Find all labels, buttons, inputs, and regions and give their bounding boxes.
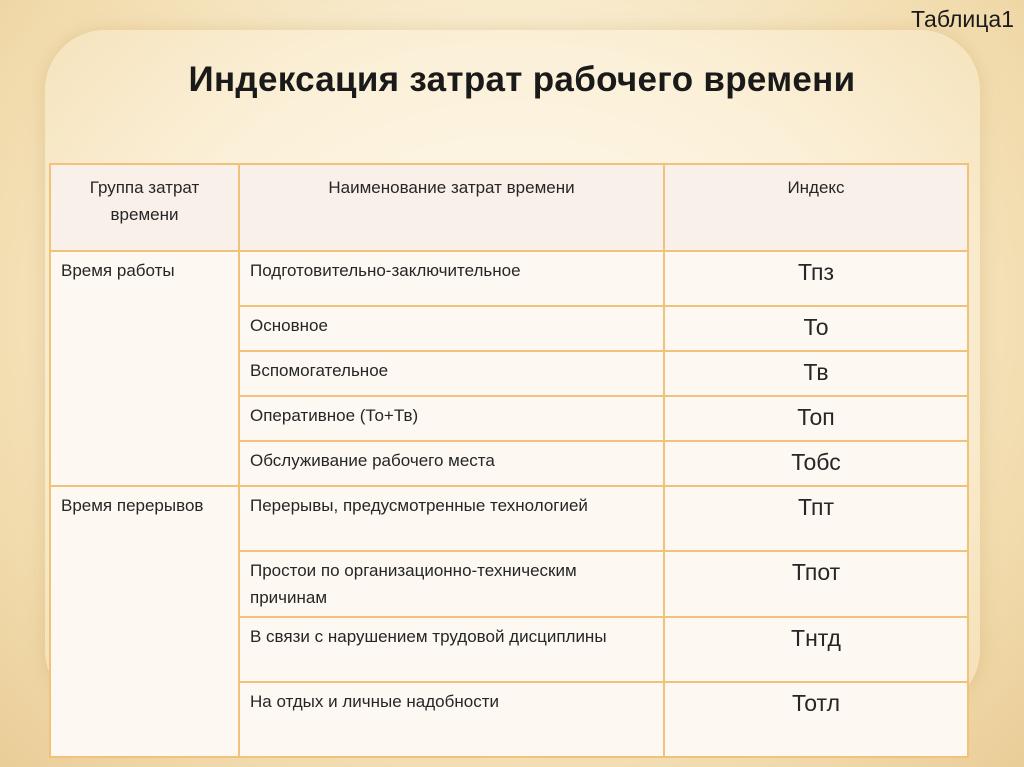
group-breaks: Время перерывов — [50, 486, 239, 757]
cost-index: Тобс — [664, 441, 968, 486]
cost-name: Оперативное (То+Тв) — [239, 396, 664, 441]
table-label: Таблица1 — [911, 6, 1014, 32]
cost-index: То — [664, 306, 968, 351]
cost-name: В связи с нарушением трудовой дисциплины — [239, 617, 664, 682]
cost-index: Тпз — [664, 251, 968, 306]
header-index: Индекс — [664, 164, 968, 251]
table-header-row — [50, 164, 968, 251]
header-group: Группа затрат времени — [50, 164, 239, 251]
table-row — [50, 486, 968, 551]
time-cost-table — [49, 163, 969, 758]
cost-name: Простои по организационно-техническим причинам — [239, 551, 664, 617]
cost-index: Топ — [664, 396, 968, 441]
cost-name: Перерывы, предусмотренные технологией — [239, 486, 664, 551]
header-name: Наименование затрат времени — [239, 164, 664, 251]
cost-index: Тотл — [664, 682, 968, 757]
cost-name: На отдых и личные надобности — [239, 682, 664, 757]
cost-index: Тпт — [664, 486, 968, 551]
table-row — [50, 251, 968, 306]
page-title: Индексация затрат рабочего времени — [188, 60, 856, 99]
cost-name: Основное — [239, 306, 664, 351]
cost-index: Тнтд — [664, 617, 968, 682]
group-work: Время работы — [50, 251, 239, 486]
cost-name: Обслуживание рабочего места — [239, 441, 664, 486]
cost-index: Тв — [664, 351, 968, 396]
cost-index: Тпот — [664, 551, 968, 617]
cost-name: Подготовительно-заключительное — [239, 251, 664, 306]
cost-name: Вспомогательное — [239, 351, 664, 396]
